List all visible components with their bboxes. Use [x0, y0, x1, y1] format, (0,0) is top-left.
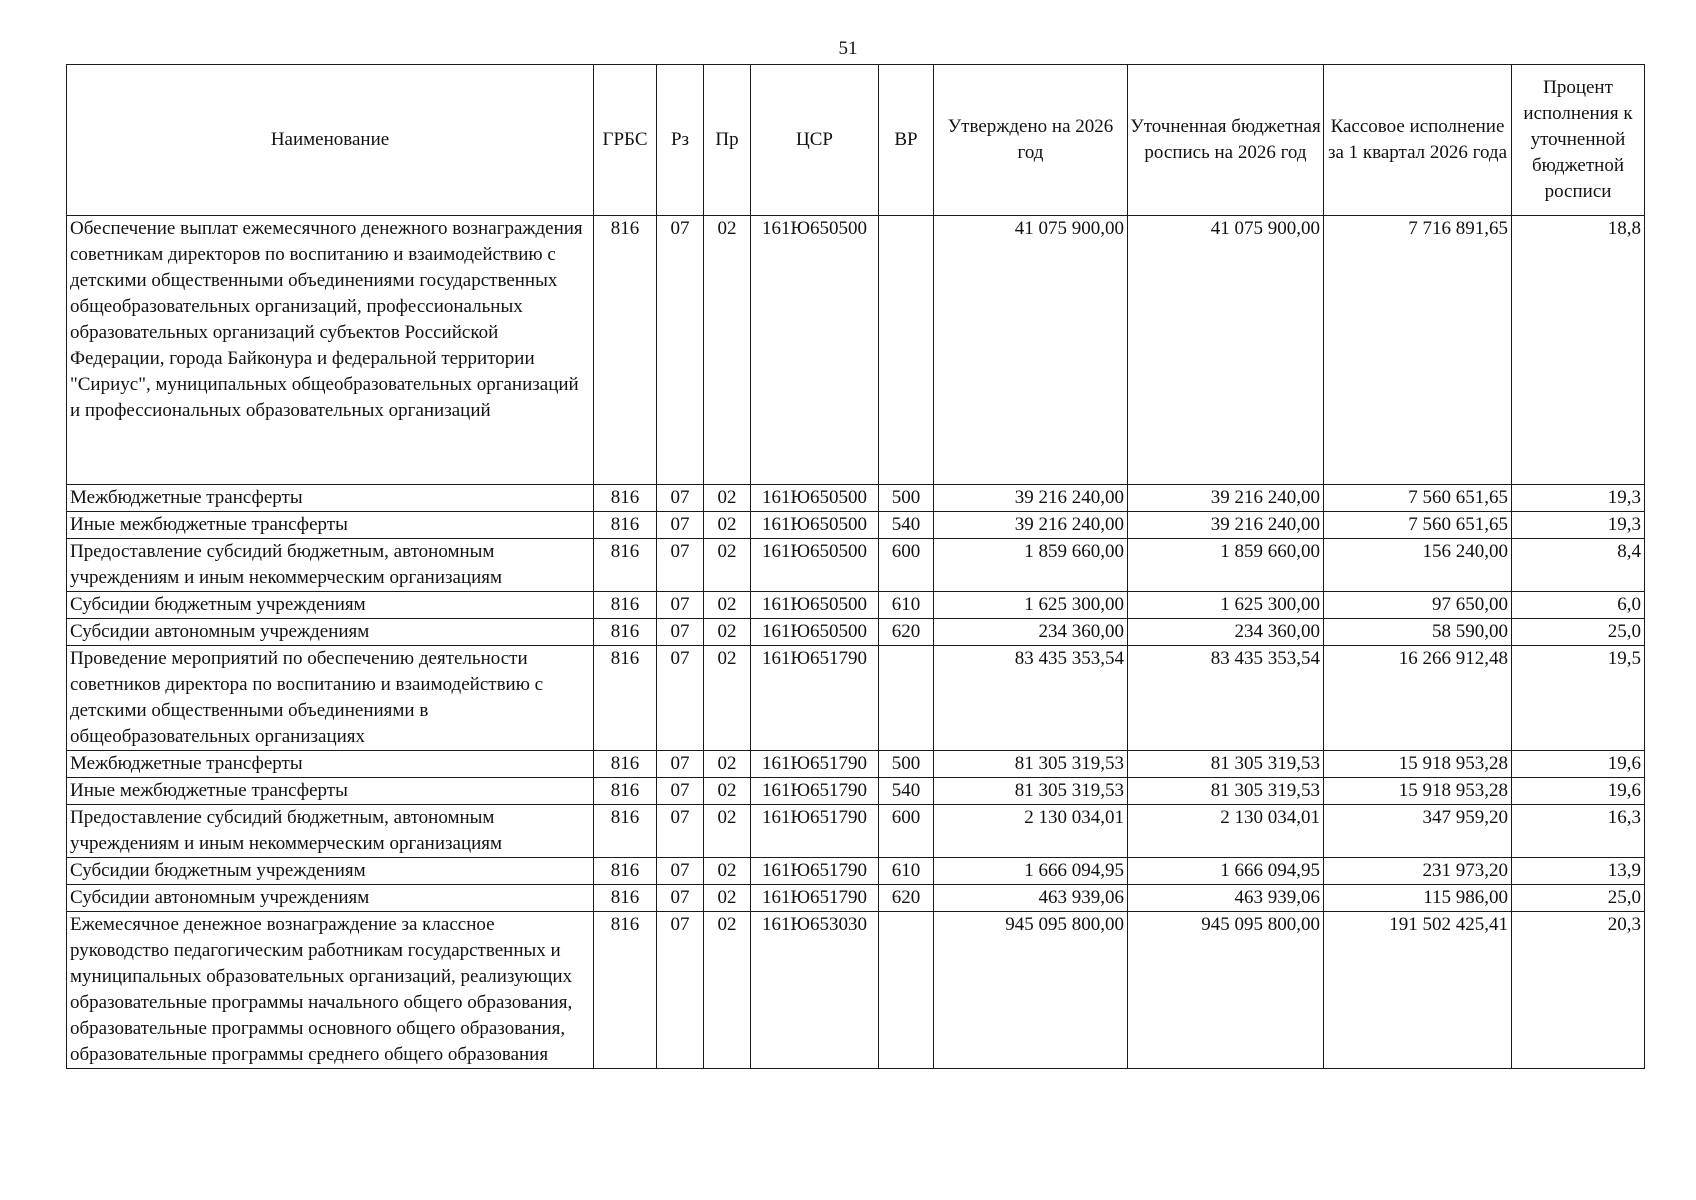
- cell-grbs: 816: [594, 912, 657, 1069]
- cell-csr: 161Ю651790: [751, 858, 879, 885]
- cell-vr: 610: [879, 592, 934, 619]
- cell-vr: 500: [879, 485, 934, 512]
- cell-approved: 81 305 319,53: [934, 751, 1128, 778]
- cell-grbs: 816: [594, 485, 657, 512]
- cell-percent: 13,9: [1512, 858, 1645, 885]
- column-header-cash: Кассовое исполнение за 1 квартал 2026 года: [1324, 65, 1512, 216]
- cell-vr: [879, 912, 934, 1069]
- cell-approved: 234 360,00: [934, 619, 1128, 646]
- cell-grbs: 816: [594, 751, 657, 778]
- cell-csr: 161Ю651790: [751, 646, 879, 751]
- cell-name: Обеспечение выплат ежемесячного денежного вознаграждения советникам директоров по воспитанию и взаимодействию с детскими общественными объединениями государственных общеобразовательных организаций, профессиональных образовательных организаций субъектов Российской Федерации, города Байконура и федеральной территории "Сириус", муниципальных общеобразовательных организаций и профессиональных образовательных организаций: [67, 216, 594, 485]
- cell-name: Субсидии автономным учреждениям: [67, 619, 594, 646]
- cell-cash: 7 560 651,65: [1324, 512, 1512, 539]
- cell-vr: 500: [879, 751, 934, 778]
- cell-name: Предоставление субсидий бюджетным, автономным учреждениям и иным некоммерческим организациям: [67, 805, 594, 858]
- cell-name: Проведение мероприятий по обеспечению деятельности советников директора по воспитанию и взаимодействию с детскими общественными объединениями в общеобразовательных организациях: [67, 646, 594, 751]
- cell-approved: 1 666 094,95: [934, 858, 1128, 885]
- cell-refined: 39 216 240,00: [1128, 512, 1324, 539]
- cell-rz: 07: [657, 512, 704, 539]
- cell-name: Субсидии автономным учреждениям: [67, 885, 594, 912]
- cell-vr: 620: [879, 885, 934, 912]
- cell-rz: 07: [657, 885, 704, 912]
- cell-percent: 19,5: [1512, 646, 1645, 751]
- table-row: [67, 912, 1645, 1069]
- cell-rz: 07: [657, 539, 704, 592]
- cell-pr: 02: [704, 512, 751, 539]
- cell-rz: 07: [657, 805, 704, 858]
- cell-grbs: 816: [594, 619, 657, 646]
- cell-grbs: 816: [594, 216, 657, 485]
- cell-pr: 02: [704, 805, 751, 858]
- cell-percent: 6,0: [1512, 592, 1645, 619]
- cell-name: Межбюджетные трансферты: [67, 485, 594, 512]
- table-row: [67, 619, 1645, 646]
- cell-approved: 1 625 300,00: [934, 592, 1128, 619]
- column-header-name: Наименование: [67, 65, 594, 216]
- cell-percent: 19,3: [1512, 485, 1645, 512]
- column-header-refined: Уточненная бюджетная роспись на 2026 год: [1128, 65, 1324, 216]
- cell-cash: 115 986,00: [1324, 885, 1512, 912]
- cell-approved: 41 075 900,00: [934, 216, 1128, 485]
- column-header-grbs: ГРБС: [594, 65, 657, 216]
- cell-percent: 25,0: [1512, 885, 1645, 912]
- cell-cash: 7 560 651,65: [1324, 485, 1512, 512]
- cell-refined: 1 859 660,00: [1128, 539, 1324, 592]
- cell-percent: 20,3: [1512, 912, 1645, 1069]
- cell-refined: 234 360,00: [1128, 619, 1324, 646]
- cell-rz: 07: [657, 592, 704, 619]
- cell-name: Предоставление субсидий бюджетным, автономным учреждениям и иным некоммерческим организациям: [67, 539, 594, 592]
- cell-rz: 07: [657, 216, 704, 485]
- cell-approved: 945 095 800,00: [934, 912, 1128, 1069]
- budget-table: [66, 64, 1645, 1069]
- cell-cash: 191 502 425,41: [1324, 912, 1512, 1069]
- cell-csr: 161Ю651790: [751, 778, 879, 805]
- table-row: [67, 512, 1645, 539]
- cell-pr: 02: [704, 216, 751, 485]
- cell-grbs: 816: [594, 592, 657, 619]
- cell-grbs: 816: [594, 539, 657, 592]
- column-header-percent: Процент исполнения к уточненной бюджетной росписи: [1512, 65, 1645, 216]
- cell-cash: 15 918 953,28: [1324, 778, 1512, 805]
- cell-csr: 161Ю650500: [751, 512, 879, 539]
- cell-refined: 1 666 094,95: [1128, 858, 1324, 885]
- cell-cash: 7 716 891,65: [1324, 216, 1512, 485]
- table-row: [67, 485, 1645, 512]
- table-row: [67, 858, 1645, 885]
- cell-csr: 161Ю653030: [751, 912, 879, 1069]
- cell-rz: 07: [657, 646, 704, 751]
- cell-pr: 02: [704, 778, 751, 805]
- cell-grbs: 816: [594, 778, 657, 805]
- cell-refined: 39 216 240,00: [1128, 485, 1324, 512]
- cell-grbs: 816: [594, 512, 657, 539]
- cell-cash: 347 959,20: [1324, 805, 1512, 858]
- cell-percent: 16,3: [1512, 805, 1645, 858]
- cell-refined: 81 305 319,53: [1128, 778, 1324, 805]
- cell-csr: 161Ю650500: [751, 539, 879, 592]
- cell-rz: 07: [657, 485, 704, 512]
- cell-refined: 83 435 353,54: [1128, 646, 1324, 751]
- table-row: [67, 751, 1645, 778]
- cell-rz: 07: [657, 778, 704, 805]
- cell-grbs: 816: [594, 805, 657, 858]
- cell-percent: 19,6: [1512, 778, 1645, 805]
- cell-percent: 25,0: [1512, 619, 1645, 646]
- cell-pr: 02: [704, 646, 751, 751]
- cell-name: Субсидии бюджетным учреждениям: [67, 592, 594, 619]
- cell-approved: 39 216 240,00: [934, 512, 1128, 539]
- cell-approved: 463 939,06: [934, 885, 1128, 912]
- cell-cash: 58 590,00: [1324, 619, 1512, 646]
- cell-percent: 18,8: [1512, 216, 1645, 485]
- cell-rz: 07: [657, 858, 704, 885]
- cell-vr: [879, 216, 934, 485]
- cell-pr: 02: [704, 858, 751, 885]
- cell-approved: 81 305 319,53: [934, 778, 1128, 805]
- column-header-pr: Пр: [704, 65, 751, 216]
- cell-percent: 8,4: [1512, 539, 1645, 592]
- cell-pr: 02: [704, 912, 751, 1069]
- cell-pr: 02: [704, 485, 751, 512]
- cell-vr: [879, 646, 934, 751]
- cell-vr: 620: [879, 619, 934, 646]
- cell-pr: 02: [704, 539, 751, 592]
- table-row: [67, 216, 1645, 485]
- cell-csr: 161Ю651790: [751, 751, 879, 778]
- cell-csr: 161Ю650500: [751, 216, 879, 485]
- cell-csr: 161Ю650500: [751, 619, 879, 646]
- cell-vr: 600: [879, 539, 934, 592]
- cell-percent: 19,6: [1512, 751, 1645, 778]
- cell-vr: 610: [879, 858, 934, 885]
- table-row: [67, 805, 1645, 858]
- cell-vr: 600: [879, 805, 934, 858]
- cell-name: Межбюджетные трансферты: [67, 751, 594, 778]
- cell-cash: 15 918 953,28: [1324, 751, 1512, 778]
- cell-grbs: 816: [594, 858, 657, 885]
- column-header-vr: ВР: [879, 65, 934, 216]
- cell-refined: 41 075 900,00: [1128, 216, 1324, 485]
- header-row: [67, 65, 1645, 216]
- table-row: [67, 778, 1645, 805]
- cell-refined: 463 939,06: [1128, 885, 1324, 912]
- cell-approved: 1 859 660,00: [934, 539, 1128, 592]
- cell-name: Иные межбюджетные трансферты: [67, 512, 594, 539]
- column-header-csr: ЦСР: [751, 65, 879, 216]
- cell-cash: 16 266 912,48: [1324, 646, 1512, 751]
- cell-name: Ежемесячное денежное вознаграждение за классное руководство педагогическим работникам государственных и муниципальных образовательных организаций, реализующих образовательные программы начального общего образования, образовательные программы основного общего образования, образовательные программы среднего общего образования: [67, 912, 594, 1069]
- table-row: [67, 592, 1645, 619]
- table-row: [67, 539, 1645, 592]
- cell-csr: 161Ю651790: [751, 805, 879, 858]
- column-header-rz: Рз: [657, 65, 704, 216]
- cell-pr: 02: [704, 885, 751, 912]
- cell-refined: 945 095 800,00: [1128, 912, 1324, 1069]
- cell-csr: 161Ю650500: [751, 485, 879, 512]
- cell-cash: 97 650,00: [1324, 592, 1512, 619]
- cell-rz: 07: [657, 619, 704, 646]
- cell-pr: 02: [704, 619, 751, 646]
- cell-pr: 02: [704, 751, 751, 778]
- page-number: 51: [838, 38, 858, 59]
- cell-vr: 540: [879, 778, 934, 805]
- cell-name: Субсидии бюджетным учреждениям: [67, 858, 594, 885]
- cell-rz: 07: [657, 751, 704, 778]
- cell-percent: 19,3: [1512, 512, 1645, 539]
- cell-csr: 161Ю650500: [751, 592, 879, 619]
- cell-refined: 81 305 319,53: [1128, 751, 1324, 778]
- cell-cash: 156 240,00: [1324, 539, 1512, 592]
- cell-refined: 2 130 034,01: [1128, 805, 1324, 858]
- cell-vr: 540: [879, 512, 934, 539]
- table-row: [67, 646, 1645, 751]
- cell-csr: 161Ю651790: [751, 885, 879, 912]
- cell-pr: 02: [704, 592, 751, 619]
- cell-approved: 39 216 240,00: [934, 485, 1128, 512]
- cell-approved: 83 435 353,54: [934, 646, 1128, 751]
- cell-cash: 231 973,20: [1324, 858, 1512, 885]
- cell-grbs: 816: [594, 646, 657, 751]
- table-row: [67, 885, 1645, 912]
- column-header-approved: Утверждено на 2026 год: [934, 65, 1128, 216]
- cell-refined: 1 625 300,00: [1128, 592, 1324, 619]
- cell-approved: 2 130 034,01: [934, 805, 1128, 858]
- cell-name: Иные межбюджетные трансферты: [67, 778, 594, 805]
- cell-grbs: 816: [594, 885, 657, 912]
- cell-rz: 07: [657, 912, 704, 1069]
